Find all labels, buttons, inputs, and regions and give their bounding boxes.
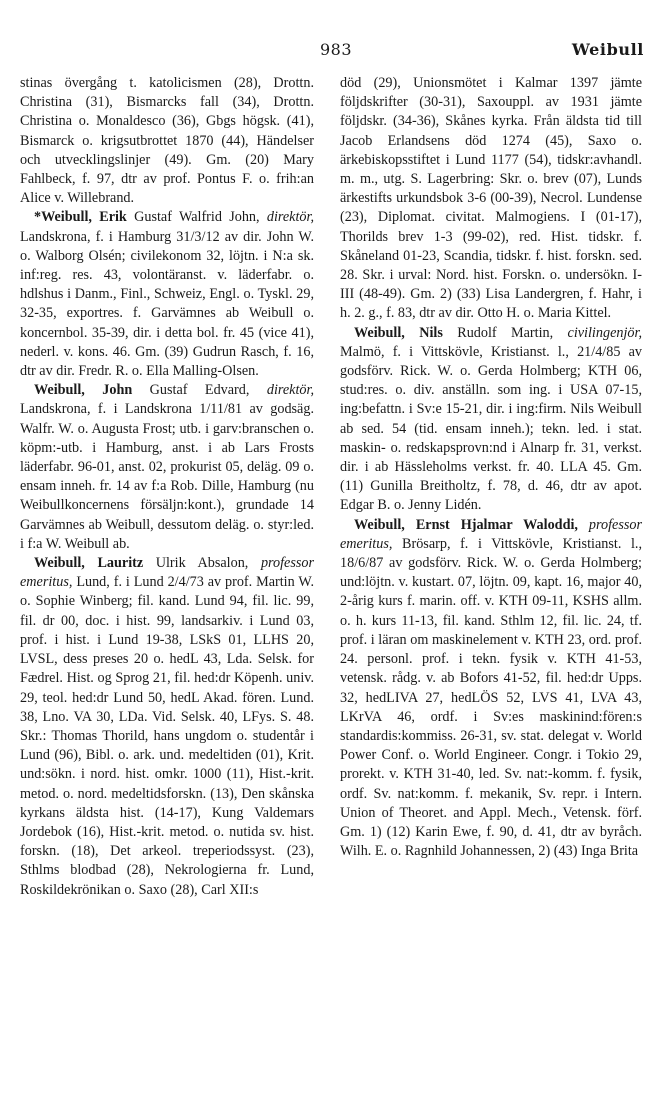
entry-headword: Weibull, Ernst Hjalmar Waloddi,: [354, 516, 578, 533]
continuation-text: död (29), Unionsmötet i Kalmar 1397 jämte följdskrifter (30-31), Saxouppl. av 1931 jämte följdskr. (34-36), Skånes kyrka. Från äldsta tid till Jacob Erlandsens död 1274 (45), Saxo o. ärkebiskopsstiftet i Lund 1177 (54), tidskr:avhandl. m. m., utg. S. Lagerbring: Skr. o. brev (07), Lunds ärkestifts urkundsbok 3-6 (00-39), Necrol. Lundense (23), Diplomat. civitat. Malmogiens. I (01-17), Thorilds brev 1-3 (99-02), red. Hist. tidskr. f. Skåneland 01-23, Scandia, tidskr. f. hist. forskn. sed. 28. Skr. i urval: Nord. hist. Forskn. o. undersökn. I-III (48-49). Gm. 2) (33) Lisa Landergren, f. Hahr, i h. 2. g., f. 83, dtr av dir. Otto H. o. Maria Kittel.: [340, 75, 642, 322]
entry-given-names: Gustaf Edvard,: [132, 382, 267, 399]
running-head: Weibull: [571, 40, 644, 59]
entry-headword: Weibull, Nils: [354, 324, 443, 341]
page-number: 983: [319, 40, 353, 59]
left-column: [20, 74, 314, 900]
entry-given-names: Gustaf Walfrid John,: [126, 209, 267, 226]
entry-headword: Weibull, Lauritz: [34, 555, 144, 572]
biography-entry: [340, 324, 642, 516]
entry-given-names: [578, 517, 589, 533]
entry-headword: Weibull, John: [34, 382, 133, 399]
entry-occupation: direktör,: [266, 382, 315, 399]
biography-entry: [20, 554, 314, 900]
entry-body: Lund, f. i Lund 2/4/73 av prof. Martin W. o. Sophie Winberg; fil. kand. Lund 94, fil. lic. 99, fil. dr 00, doc. i hist. 99, landsarkiv. i Lund 03, prof. i hist. i Lund 19-38, LSkS 01, LLHS 20, LVSL, dess preses 20 o. hedL 43, Lda. Selsk. for Fædrel. Hist. og Sprog 21, fil. hed:dr Köpenh. univ. 29, teol. hed:dr Lund 50, hedL Akad. fören. Lund. 38, Lno. VA 30, LDa. Vid. Selsk. 40, LFys. S. 48. Skr.: Thomas Thorild, hans ungdom o. studentår i Lund (96), Bibl. o. ark. und. medeltiden (01), Krit. und:sökn. i nord. hist. omkr. 1000 (11), Hist.-krit. metod. o. nord. medeltidsforskn. (13), Den skånska kyrkans äldsta hist. (14-17), Kung Valdemars Jordebok (16), Hist.-krit. metod. o. nutida sv. hist. forskn. (18), Det arkeol. treperiodssyst. (23), Sthlms blodbad (28), Nekrologierna fr. Lund, Roskildekrönikan o. Saxo (28), Carl XII:s: [20, 574, 314, 898]
continuation-text: stinas övergång t. katolicismen (28), Drottn. Christina (31), Bismarcks fall (34), Drottn. Christina o. Monaldesco (36), Gbgs högsk. (41), Bismarck o. krigsutbrottet 1870 (44), Händelser och utvecklingslinjer (49). Gm. (20) Mary Fahlbeck, f. 97, dtr av prof. Pontus F. o. frih:an Alice v. Willebrand.: [20, 75, 314, 207]
entry-given-names: Ulrik Absalon,: [143, 555, 261, 572]
entry-occupation: direktör,: [266, 209, 314, 226]
entry-occupation: professor emeritus,: [340, 516, 642, 552]
entry-body: Malmö, f. i Vittskövle, Kristianst. l., 21/4/85 av godsförv. Rick. W. o. Gerda Holmberg; KTH 06, stud:res. o. div. anställn. som ing. i USA 07-15, ing:befattn. i Sv:e 15-21, dir. i ing:firm. Nils Weibull ab sed. 54 (tid. ensam inneh.); tekn. led. i stat. maskin- o. redskapsprovn:nd i Alnarp fr. 31, verkst. dir. i ab Hässleholms verkst. fr. 40. LLA 45. Gm. (11) Gunilla Breitholtz, f. 78, d. 46, dtr av apot. Edgar B. o. Jenny Lidén.: [340, 343, 642, 514]
right-column: [340, 74, 642, 861]
biography-entry: [20, 381, 314, 554]
entry-occupation: civilingenjör,: [567, 324, 642, 341]
entry-body: Landskrona, f. i Hamburg 31/3/12 av dir. John W. o. Walborg Olsén; civilekonom 32, löjtn. i N:a sk. inf:reg. res. 43, volontäranst. v. läderfabr. o. hdlshus i Danm., Finl., Schweiz, Engl. o. Tyskl. 29, 32-35, exportres. f. Garvämnes ab Weibull o. koncernbol. 35-39, dir. i detta bol. fr. 45 (vice 41), nederl. v. kons. 46. Gm. (39) Gudrun Rasch, f. 16, dtr av dir. Fredr. R. o. Ella Malling-Olsen.: [20, 228, 314, 380]
entry-body: Landskrona, f. i Landskrona 1/11/81 av godsäg. Walfr. W. o. Augusta Frost; utb. i garv:branschen o. köpm:-utb. i Hamburg, anst. i ab Lars Frosts läderfabr. 96-01, anst. 02, prokurist 05, deläg. 09 o. ensam inneh. fr. 14 av f:a Rob. Dille, Hamburg (nu Weibullkoncernens försäljn:kont.), grundade 14 Garvämnes ab Weibull, dessutom deläg. o. styr:led. i f:a W. Weibull ab.: [20, 401, 314, 552]
biography-entry: [340, 516, 642, 862]
biography-entry: [20, 208, 314, 381]
entry-given-names: Rudolf Martin,: [442, 324, 568, 341]
entry-body: Brösarp, f. i Vittskövle, Kristianst. l., 18/6/87 av godsförv. Rick. W. o. Gerda Holmberg; und:löjtn. v. kustart. 07, löjtn. 09, kapt. 16, major 40, 2-årig kurs f. marin. off. v. KTH 09-11, KSHS allm. o. h. kurs 11-13, fil. kand. Sthlm 12, fil. lic. 24, tf. prof. i läran om maskinelement v. KTH 23, ord. prof. 24. personl. prof. i tekn. fysik v. KTH 41-53, vetensk. rådg. v. ab Bofors 41-52, fil. hed:dr Upps. 32, hedLIVA 27, hedLÖS 52, LVS 41, LVA 43, LKrVA 46, ordf. i Sv:es maskinind:fören:s standardis:kommiss. 26-31, sv. stat. delegat v. World Power Conf. o. World Engineer. Congr. i Tokio 29, prorekt. v. KTH 31-40, led. Sv. nat:-komm. f. fysik, ordf. Sv. nat:komm. f. mekanik, Sv. repr. i Intern. Union of Theoret. and Appl. Mech., Vetensk. förf. Gm. 1) (12) Karin Ewe, f. 90, d. 41, dtr av byråch. Wilh. E. o. Ragnhild Johannessen, 2) (43) Inga Brita: [340, 535, 642, 860]
entry-headword: *Weibull, Erik: [34, 209, 127, 226]
entry-occupation: professor emeritus,: [20, 555, 315, 591]
